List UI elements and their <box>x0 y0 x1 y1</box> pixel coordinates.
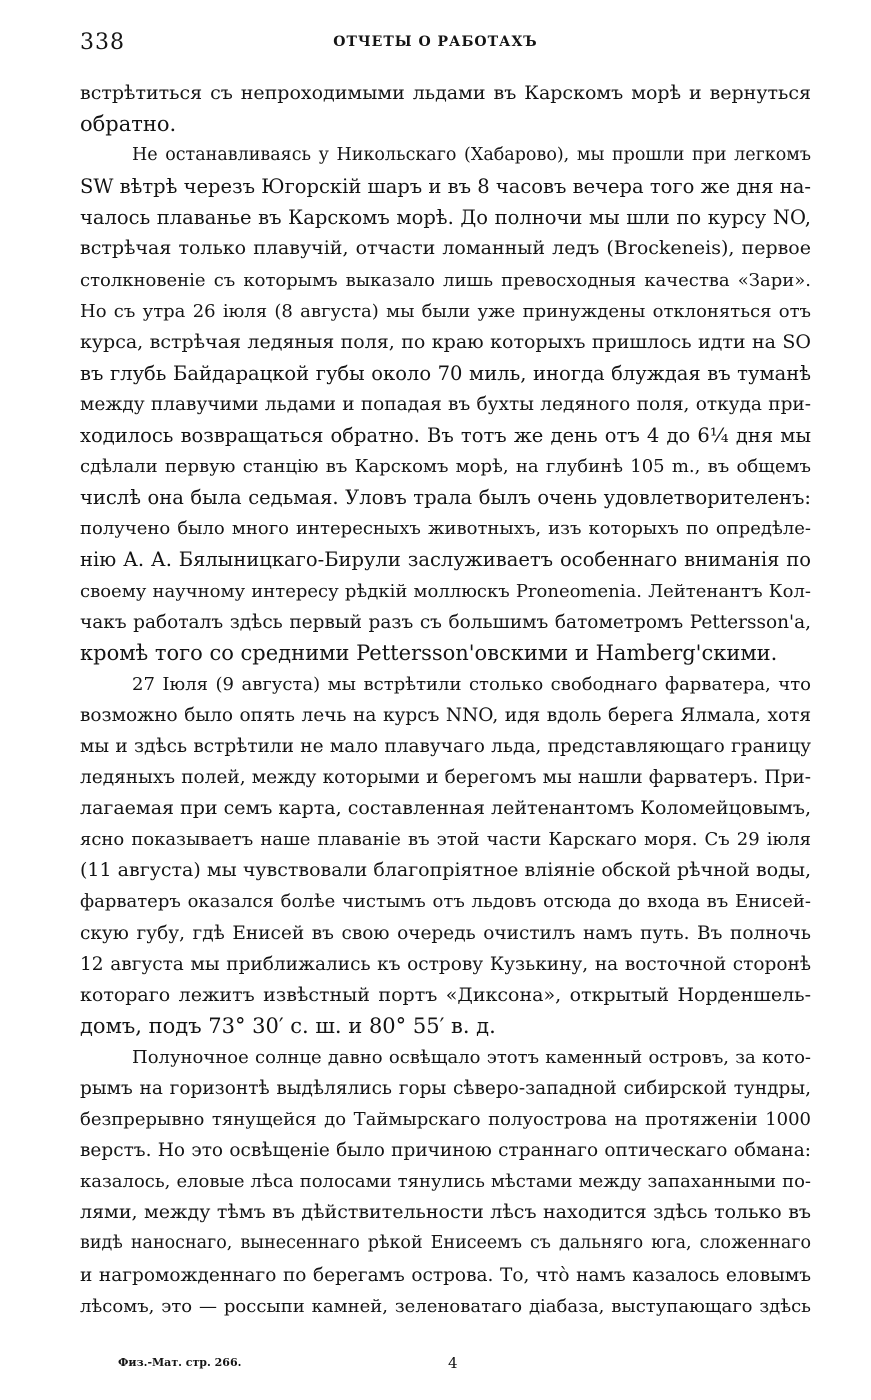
text-line: чакъ работалъ здѣсь первый разъ съ большимъ батометромъ Pettersson'а, <box>80 611 811 633</box>
text-line: возможно было опять лечь на курсъ NNO, идя вдоль берега Ялмала, хотя <box>80 704 811 726</box>
paragraph-3 <box>80 669 811 1042</box>
text-line: своему научному интересу рѣдкій моллюскъ Proneomenia. Лейтенантъ Кол- <box>80 580 811 602</box>
text-line: встрѣчая только плавучій, отчасти ломанный ледъ (Brockeneis), первое <box>80 237 811 260</box>
text-line: домъ, подъ 73° 30′ с. ш. и 80° 55′ в. д. <box>80 1013 496 1038</box>
text-line: ясно показываетъ наше плаваніе въ этой части Карскаго моря. Съ 29 іюля <box>80 829 811 851</box>
text-line: SW вѣтрѣ черезъ Югорскій шаръ и въ 8 часовъ вечера того же дня на- <box>80 175 811 199</box>
text-line: столкновеніе съ которымъ выказало лишь превосходныя качества «Зари». <box>80 269 811 291</box>
body-text <box>80 78 811 1322</box>
text-line: (11 августа) мы чувствовали благопріятное вліяніе обской рѣчной воды, <box>80 859 811 882</box>
text-line: 12 августа мы приближались къ острову Кузькину, на восточной сторонѣ <box>80 953 811 975</box>
text-line: Но съ утра 26 іюля (8 августа) мы были уже принуждены отклоняться отъ <box>80 300 811 322</box>
text-line: скую губу, гдѣ Енисей въ свою очередь очистилъ намъ путь. Въ полночь <box>80 922 811 944</box>
text-line: курса, встрѣчая ледяныя поля, по краю которыхъ пришлось идти на SO <box>80 330 811 353</box>
text-line: ходилось возвращаться обратно. Въ тотъ же день отъ 4 до 6¼ дня мы <box>80 424 811 448</box>
paragraph-1 <box>80 78 811 140</box>
text-line: лями, между тѣмъ въ дѣйствительности лѣсъ находится здѣсь только въ <box>80 1201 811 1224</box>
text-line: 27 Іюля (9 августа) мы встрѣтили столько свободнаго фарватера, что <box>132 673 811 695</box>
running-title: ОТЧЕТЫ О РАБОТАХЪ <box>333 34 538 50</box>
text-line: и нагроможденнаго по берегамъ острова. То, что̀ намъ казалось еловымъ <box>80 1264 811 1286</box>
text-line: мы и здѣсь встрѣтили не мало плавучаго льда, представляющаго границу <box>80 735 811 757</box>
paragraph-2 <box>80 140 811 669</box>
text-line: обратно. <box>80 112 177 137</box>
paragraph-4 <box>80 1042 811 1322</box>
text-line: Не останавливаясь у Никольскаго (Хабарово), мы прошли при легкомъ <box>132 145 811 166</box>
text-line: получено было много интересныхъ животныхъ, изъ которыхъ по опредѣле- <box>80 518 811 540</box>
text-line: видѣ наноснаго, вынесеннаго рѣкой Енисеемъ съ дальняго юга, сложеннаго <box>80 1233 811 1254</box>
text-line: лагаемая при семъ карта, составленная лейтенантомъ Коломейцовымъ, <box>80 797 811 820</box>
text-line: кромѣ того со средними Pettersson'овскими и Hamberg'скими. <box>80 640 778 665</box>
text-line: рымъ на горизонтѣ выдѣлялись горы сѣверо-западной сибирской тундры, <box>80 1078 811 1099</box>
text-line: лѣсомъ, это — россыпи камней, зеленоватаго діабаза, выступающаго здѣсь <box>80 1295 811 1317</box>
text-line: чалось плаванье въ Карскомъ морѣ. До полночи мы шли по курсу NO, <box>80 206 811 230</box>
text-line: ледяныхъ полей, между которыми и берегомъ мы нашли фарватеръ. При- <box>80 767 811 789</box>
text-line: верстъ. Но это освѣщеніе было причиною страннаго оптическаго обмана: <box>80 1140 811 1162</box>
text-line: безпрерывно тянущейся до Таймырскаго полуострова на протяженіи 1000 <box>80 1109 811 1131</box>
text-line: въ глубь Байдарацкой губы около 70 миль, иногда блуждая въ туманѣ <box>80 361 811 385</box>
text-line: сдѣлали первую станцію въ Карскомъ морѣ, на глубинѣ 105 m., въ общемъ <box>80 456 811 478</box>
printer-signature: Физ.-Мат. стр. 266. <box>118 1356 242 1369</box>
text-line: встрѣтиться съ непроходимыми льдами въ Карскомъ морѣ и вернуться <box>80 82 811 104</box>
text-line: Полуночное солнце давно освѣщало этотъ каменный островъ, за кото- <box>132 1046 811 1068</box>
text-line: между плавучими льдами и попадая въ бухты ледяного поля, откуда при- <box>80 393 811 415</box>
text-line: фарватеръ оказался болѣе чистымъ отъ льдовъ отсюда до входа въ Енисей- <box>80 891 811 913</box>
sheet-number: 4 <box>448 1354 458 1372</box>
text-line: числѣ она была седьмая. Уловъ трала былъ очень удовлетворителенъ: <box>80 486 811 510</box>
text-line: котораго лежитъ извѣстный портъ «Диксона», открытый Норденшель- <box>80 983 811 1006</box>
text-line: казалось, еловые лѣса полосами тянулись мѣстами между запаханными по- <box>80 1171 811 1193</box>
page-number: 338 <box>80 30 125 55</box>
text-line: нію А. А. Бялыницкаго-Бирули заслуживаетъ особеннаго вниманія по <box>80 548 811 572</box>
